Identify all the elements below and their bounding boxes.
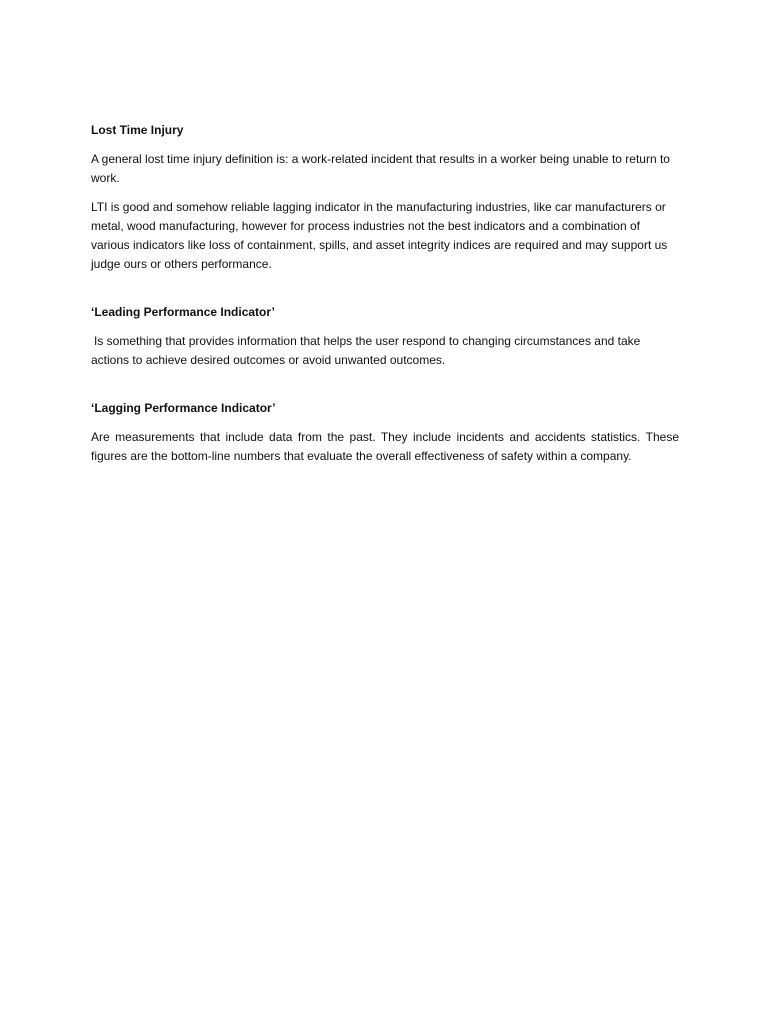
paragraph-lti-definition: A general lost time injury definition is: a work-related incident that results in a worker being unable to return to work.: [91, 152, 670, 185]
paragraph-lagging-indicator: Are measurements that include data from the past. They include incidents and accidents statistics. These figures are the bottom-line numbers that evaluate the overall effectiveness of safety within a company.: [91, 430, 679, 463]
section-spacer: [91, 380, 679, 399]
heading-lost-time-injury: Lost Time Injury: [91, 123, 184, 137]
heading-leading-indicator: ‘Leading Performance Indicator’: [91, 305, 275, 319]
paragraph-lti-indicator: LTI is good and somehow reliable lagging indicator in the manufacturing industries, like car manufacturers or metal, wood manufacturing, however for process industries not the best indicators and a combination of various indicators like loss of containment, spills, and asset integrity indices are required and may support us judge ours or others performance.: [91, 200, 668, 271]
heading-lagging-indicator: ‘Lagging Performance Indicator’: [91, 401, 276, 415]
paragraph-leading-indicator: Is something that provides information that helps the user respond to changing circumstances and take actions to achieve desired outcomes or avoid unwanted outcomes.: [91, 334, 641, 367]
document-body: [91, 121, 679, 476]
section-spacer: [91, 284, 679, 303]
